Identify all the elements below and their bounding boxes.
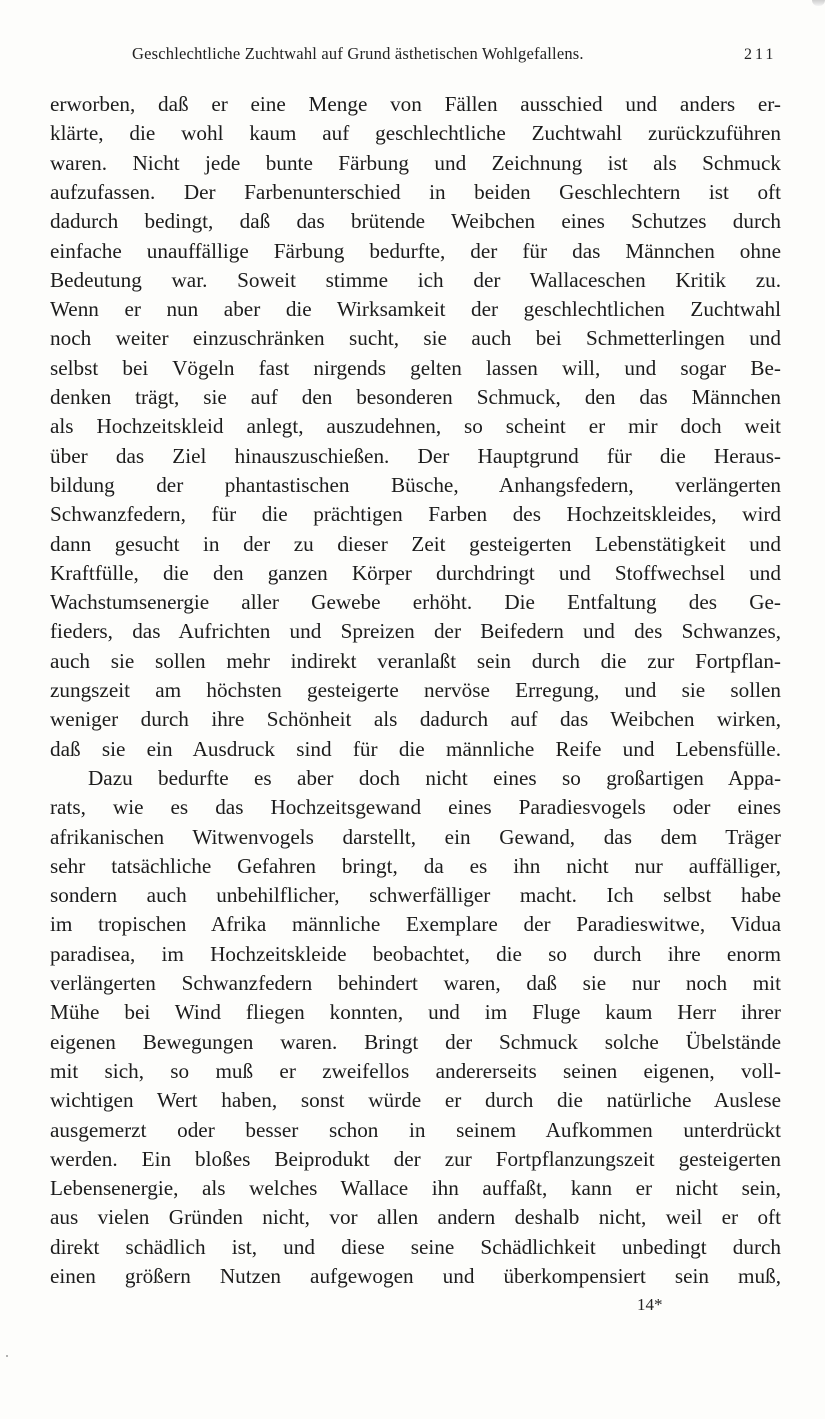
text-line: aus vielen Gründen nicht, vor allen andern deshalb nicht, weil er oft [50, 1205, 781, 1230]
text-line: waren. Nicht jede bunte Färbung und Zeichnung ist als Schmuck [50, 150, 781, 175]
text-line: rats, wie es das Hochzeitsgewand eines Paradiesvogels oder eines [50, 795, 781, 820]
text-line: einfache unauffällige Färbung bedurfte, der für das Männchen ohne [50, 238, 781, 263]
text-line: sondern auch unbehilflicher, schwerfälliger macht. Ich selbst habe [50, 883, 781, 908]
text-line: einen größern Nutzen aufgewogen und überkompensiert sein muß, [50, 1264, 781, 1288]
text-line: fieders, das Aufrichten und Spreizen der Beifedern und des Schwanzes, [50, 619, 781, 644]
text-line: direkt schädlich ist, und diese seine Schädlichkeit unbedingt durch [50, 1234, 781, 1259]
text-line: mit sich, so muß er zweifellos andererseits seinen eigenen, voll- [50, 1058, 781, 1083]
text-line: weniger durch ihre Schönheit als dadurch auf das Weibchen wirken, [50, 707, 781, 732]
text-line: im tropischen Afrika männliche Exemplare der Paradieswitwe, Vidua [50, 912, 781, 937]
text-line: sehr tatsächliche Gefahren bringt, da es ihn nicht nur auffälliger, [50, 853, 781, 878]
text-line: Schwanzfedern, für die prächtigen Farben des Hochzeitskleides, wird [50, 502, 781, 527]
text-line: wichtigen Wert haben, sonst würde er durch die natürliche Auslese [50, 1088, 781, 1113]
text-line: dann gesucht in der zu dieser Zeit gesteigerten Lebenstätigkeit und [50, 531, 781, 556]
text-line: ausgemerzt oder besser schon in seinem Aufkommen unterdrückt [50, 1117, 781, 1142]
text-line: selbst bei Vögeln fast nirgends gelten lassen will, und sogar Be- [50, 355, 781, 380]
text-line: eigenen Bewegungen waren. Bringt der Schmuck solche Übelstände [50, 1029, 781, 1054]
text-line: als Hochzeitskleid anlegt, auszudehnen, so scheint er mir doch weit [50, 414, 781, 439]
text-line: klärte, die wohl kaum auf geschlechtliche Zuchtwahl zurückzuführen [50, 121, 781, 146]
page-number: 211 [744, 46, 777, 63]
text-line: noch weiter einzuschränken sucht, sie auch bei Schmetterlingen und [50, 326, 781, 351]
text-line: auch sie sollen mehr indirekt veranlaßt sein durch die zur Fortpflan- [50, 648, 781, 673]
text-line: Mühe bei Wind fliegen konnten, und im Fluge kaum Herr ihrer [50, 1000, 781, 1025]
text-line: bildung der phantastischen Büsche, Anhangsfedern, verlängerten [50, 472, 781, 497]
text-line: Wenn er nun aber die Wirksamkeit der geschlechtlichen Zuchtwahl [50, 297, 781, 322]
text-line: werden. Ein bloßes Beiprodukt der zur Fortpflanzungszeit gesteigerten [50, 1146, 781, 1171]
text-line: dadurch bedingt, daß das brütende Weibchen eines Schutzes durch [50, 209, 781, 234]
text-line: Kraftfülle, die den ganzen Körper durchdringt und Stoffwechsel und [50, 560, 781, 585]
text-line: denken trägt, sie auf den besonderen Schmuck, den das Männchen [50, 385, 781, 409]
text-line: verlängerten Schwanzfedern behindert waren, daß sie nur noch mit [50, 971, 781, 995]
page-corner-shadow [812, 0, 825, 6]
text-line: erworben, daß er eine Menge von Fällen ausschied und anders er- [50, 92, 781, 116]
text-line: zungszeit am höchsten gesteigerte nervöse Erregung, und sie sollen [50, 678, 781, 702]
signature-mark: 14* [637, 1295, 663, 1314]
text-line: Wachstumsenergie aller Gewebe erhöht. Die Entfaltung des Ge- [50, 590, 781, 615]
running-title: Geschlechtliche Zuchtwahl auf Grund ästhetischen Wohlgefallens. [132, 44, 584, 63]
text-line: paradisea, im Hochzeitskleide beobachtet, die so durch ihre enorm [50, 941, 781, 966]
text-line: aufzufassen. Der Farbenunterschied in beiden Geschlechtern ist oft [50, 179, 781, 204]
text-line: Lebensenergie, als welches Wallace ihn auffaßt, kann er nicht sein, [50, 1176, 781, 1201]
text-line: Bedeutung war. Soweit stimme ich der Wallaceschen Kritik zu. [50, 267, 781, 292]
paper-speck [6, 1355, 8, 1357]
text-line: Dazu bedurfte es aber doch nicht eines so großartigen Appa- [88, 765, 781, 790]
text-line: daß sie ein Ausdruck sind für die männliche Reife und Lebensfülle. [50, 736, 781, 761]
text-line: über das Ziel hinauszuschießen. Der Hauptgrund für die Heraus- [50, 443, 781, 468]
text-line: afrikanischen Witwenvogels darstellt, ein Gewand, das dem Träger [50, 824, 781, 849]
